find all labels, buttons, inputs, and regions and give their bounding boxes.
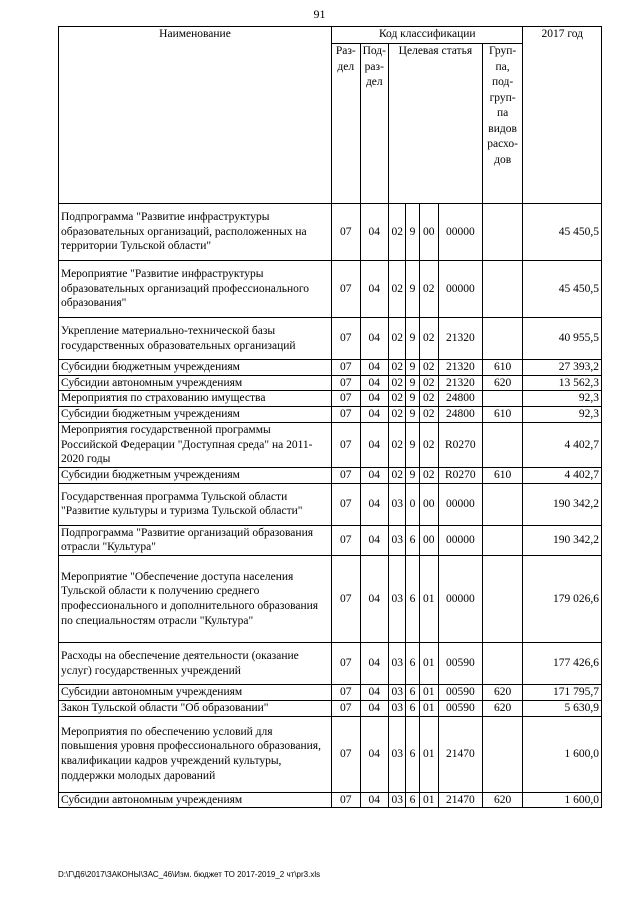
row-section: 07 [332, 792, 361, 808]
row-target-program: 02 [389, 422, 406, 467]
row-target-subprogram: 9 [406, 204, 419, 261]
table-row [59, 318, 602, 360]
row-target-subprogram: 6 [406, 685, 419, 701]
row-target-program: 03 [389, 792, 406, 808]
row-amount: 27 393,2 [523, 360, 602, 376]
row-target-direction: 21470 [438, 792, 482, 808]
table-row [59, 556, 602, 643]
row-target-direction: 24800 [438, 391, 482, 407]
row-section: 07 [332, 525, 361, 555]
row-target-subprogram: 9 [406, 318, 419, 360]
row-target-subprogram: 6 [406, 525, 419, 555]
page-number: 91 [313, 7, 326, 21]
row-target-program: 03 [389, 483, 406, 525]
row-target-program: 03 [389, 556, 406, 643]
row-expense-group: 620 [482, 375, 523, 391]
row-target-subprogram: 9 [406, 468, 419, 484]
row-subsection: 04 [360, 525, 389, 555]
row-target-program: 02 [389, 375, 406, 391]
row-target-event: 00 [419, 204, 438, 261]
row-amount: 177 426,6 [523, 643, 602, 685]
table-row [59, 204, 602, 261]
row-name: Закон Тульской области "Об образовании" [59, 700, 332, 716]
table-row [59, 483, 602, 525]
row-target-event: 02 [419, 375, 438, 391]
row-target-subprogram: 9 [406, 360, 419, 376]
row-subsection: 04 [360, 391, 389, 407]
table-row [59, 700, 602, 716]
table-row [59, 261, 602, 318]
row-target-event: 02 [419, 360, 438, 376]
row-target-program: 02 [389, 407, 406, 423]
row-target-program: 02 [389, 468, 406, 484]
header-classification: Код классификации [332, 27, 523, 44]
row-target-event: 00 [419, 525, 438, 555]
row-target-direction: 21320 [438, 318, 482, 360]
row-name: Мероприятия по страхованию имущества [59, 391, 332, 407]
row-amount: 45 450,5 [523, 204, 602, 261]
row-subsection: 04 [360, 716, 389, 792]
row-name: Мероприятие "Обеспечение доступа населения Тульской области к получению среднего профессионального и дополнительного образования по специальностям отрасли "Культура" [59, 556, 332, 643]
row-section: 07 [332, 716, 361, 792]
row-amount: 92,3 [523, 407, 602, 423]
row-target-program: 03 [389, 685, 406, 701]
row-subsection: 04 [360, 685, 389, 701]
row-target-subprogram: 9 [406, 261, 419, 318]
row-section: 07 [332, 422, 361, 467]
row-target-event: 02 [419, 422, 438, 467]
row-section: 07 [332, 483, 361, 525]
table-row [59, 792, 602, 808]
row-target-direction: 24800 [438, 407, 482, 423]
row-amount: 13 562,3 [523, 375, 602, 391]
row-expense-group [482, 643, 523, 685]
row-target-subprogram: 9 [406, 375, 419, 391]
row-target-program: 02 [389, 204, 406, 261]
row-target-direction: 00590 [438, 643, 482, 685]
row-target-direction: 00000 [438, 483, 482, 525]
row-target-subprogram: 9 [406, 422, 419, 467]
row-target-subprogram: 6 [406, 716, 419, 792]
table-row [59, 643, 602, 685]
row-section: 07 [332, 407, 361, 423]
row-target-event: 02 [419, 468, 438, 484]
row-name: Подпрограмма "Развитие инфраструктуры образовательных организаций, расположенных на территории Тульской области" [59, 204, 332, 261]
row-target-subprogram: 6 [406, 556, 419, 643]
row-amount: 179 026,6 [523, 556, 602, 643]
row-target-event: 01 [419, 792, 438, 808]
row-amount: 45 450,5 [523, 261, 602, 318]
row-expense-group [482, 525, 523, 555]
row-name: Подпрограмма "Развитие организаций образования отрасли "Культура" [59, 525, 332, 555]
row-target-event: 01 [419, 643, 438, 685]
row-amount: 190 342,2 [523, 525, 602, 555]
row-target-event: 01 [419, 685, 438, 701]
row-expense-group: 620 [482, 792, 523, 808]
row-target-program: 03 [389, 643, 406, 685]
row-target-direction: 21470 [438, 716, 482, 792]
row-target-subprogram: 9 [406, 407, 419, 423]
row-section: 07 [332, 643, 361, 685]
header-expense-group: Груп- па, под- груп- па видов расхо- дов [482, 44, 523, 204]
row-target-direction: 00590 [438, 685, 482, 701]
row-amount: 1 600,0 [523, 716, 602, 792]
row-name: Субсидии бюджетным учреждениям [59, 407, 332, 423]
row-target-direction: 21320 [438, 375, 482, 391]
row-target-event: 02 [419, 407, 438, 423]
row-section: 07 [332, 261, 361, 318]
table-row [59, 468, 602, 484]
row-expense-group [482, 391, 523, 407]
row-target-event: 01 [419, 556, 438, 643]
row-target-program: 02 [389, 261, 406, 318]
table-row [59, 407, 602, 423]
row-expense-group [482, 261, 523, 318]
row-subsection: 04 [360, 556, 389, 643]
header-target-article: Целевая статья [389, 44, 483, 204]
table-body [59, 204, 602, 808]
row-amount: 1 600,0 [523, 792, 602, 808]
row-subsection: 04 [360, 375, 389, 391]
budget-table [58, 26, 602, 808]
table-row [59, 360, 602, 376]
footer-file-path: D:\Г\Д6\2017\ЗАКОНЫ\ЗАС_46\Изм. бюджет ТО 2017-2019_2 чт\pr3.xls [58, 870, 321, 879]
row-target-direction: 00590 [438, 700, 482, 716]
row-name: Субсидии автономным учреждениям [59, 685, 332, 701]
row-subsection: 04 [360, 792, 389, 808]
row-target-direction: 00000 [438, 556, 482, 643]
row-section: 07 [332, 468, 361, 484]
row-section: 07 [332, 204, 361, 261]
row-target-program: 03 [389, 525, 406, 555]
row-target-direction: R0270 [438, 422, 482, 467]
row-target-subprogram: 6 [406, 643, 419, 685]
row-subsection: 04 [360, 261, 389, 318]
row-target-direction: R0270 [438, 468, 482, 484]
row-expense-group [482, 483, 523, 525]
row-expense-group [482, 204, 523, 261]
row-name: Мероприятия по обеспечению условий для повышения уровня профессионального образования, квалификации кадров учреждений культуры, поддержки молодых дарований [59, 716, 332, 792]
row-name: Субсидии бюджетным учреждениям [59, 468, 332, 484]
row-target-program: 02 [389, 318, 406, 360]
row-name: Субсидии автономным учреждениям [59, 792, 332, 808]
table-row [59, 375, 602, 391]
row-subsection: 04 [360, 407, 389, 423]
header-subsection: Под- раз- дел [360, 44, 389, 204]
row-name: Государственная программа Тульской области "Развитие культуры и туризма Тульской области" [59, 483, 332, 525]
row-target-subprogram: 6 [406, 700, 419, 716]
row-target-event: 01 [419, 700, 438, 716]
row-section: 07 [332, 360, 361, 376]
row-target-event: 00 [419, 483, 438, 525]
row-expense-group [482, 716, 523, 792]
row-name: Мероприятие "Развитие инфраструктуры образовательных организаций профессионального образования" [59, 261, 332, 318]
row-target-subprogram: 6 [406, 792, 419, 808]
row-amount: 5 630,9 [523, 700, 602, 716]
row-expense-group [482, 556, 523, 643]
row-section: 07 [332, 391, 361, 407]
row-target-event: 01 [419, 716, 438, 792]
row-subsection: 04 [360, 204, 389, 261]
header-name: Наименование [59, 27, 332, 204]
table-row [59, 716, 602, 792]
row-amount: 4 402,7 [523, 468, 602, 484]
row-amount: 92,3 [523, 391, 602, 407]
row-target-event: 02 [419, 261, 438, 318]
row-amount: 4 402,7 [523, 422, 602, 467]
row-subsection: 04 [360, 643, 389, 685]
row-target-subprogram: 0 [406, 483, 419, 525]
row-subsection: 04 [360, 468, 389, 484]
row-name: Укрепление материально-технической базы государственных образовательных организаций [59, 318, 332, 360]
table-row [59, 422, 602, 467]
table-row [59, 525, 602, 555]
row-expense-group: 620 [482, 700, 523, 716]
row-target-event: 02 [419, 391, 438, 407]
row-expense-group: 610 [482, 468, 523, 484]
row-section: 07 [332, 375, 361, 391]
row-expense-group [482, 318, 523, 360]
header-section: Раз- дел [332, 44, 361, 204]
row-name: Субсидии автономным учреждениям [59, 375, 332, 391]
row-target-direction: 21320 [438, 360, 482, 376]
row-expense-group [482, 422, 523, 467]
row-expense-group: 620 [482, 685, 523, 701]
row-target-program: 02 [389, 391, 406, 407]
row-subsection: 04 [360, 422, 389, 467]
row-expense-group: 610 [482, 360, 523, 376]
row-target-direction: 00000 [438, 204, 482, 261]
row-subsection: 04 [360, 318, 389, 360]
row-section: 07 [332, 318, 361, 360]
row-subsection: 04 [360, 483, 389, 525]
table-row [59, 391, 602, 407]
row-subsection: 04 [360, 360, 389, 376]
row-target-program: 02 [389, 360, 406, 376]
row-name: Мероприятия государственной программы Российской Федерации "Доступная среда" на 2011-2020 годы [59, 422, 332, 467]
row-name: Расходы на обеспечение деятельности (оказание услуг) государственных учреждений [59, 643, 332, 685]
table-row [59, 685, 602, 701]
row-amount: 171 795,7 [523, 685, 602, 701]
row-target-event: 02 [419, 318, 438, 360]
row-target-direction: 00000 [438, 525, 482, 555]
header-year: 2017 год [523, 27, 602, 204]
row-expense-group: 610 [482, 407, 523, 423]
row-name: Субсидии бюджетным учреждениям [59, 360, 332, 376]
row-section: 07 [332, 556, 361, 643]
row-amount: 40 955,5 [523, 318, 602, 360]
row-section: 07 [332, 685, 361, 701]
row-target-subprogram: 9 [406, 391, 419, 407]
row-target-direction: 00000 [438, 261, 482, 318]
row-subsection: 04 [360, 700, 389, 716]
row-target-program: 03 [389, 700, 406, 716]
row-target-program: 03 [389, 716, 406, 792]
row-amount: 190 342,2 [523, 483, 602, 525]
row-section: 07 [332, 700, 361, 716]
